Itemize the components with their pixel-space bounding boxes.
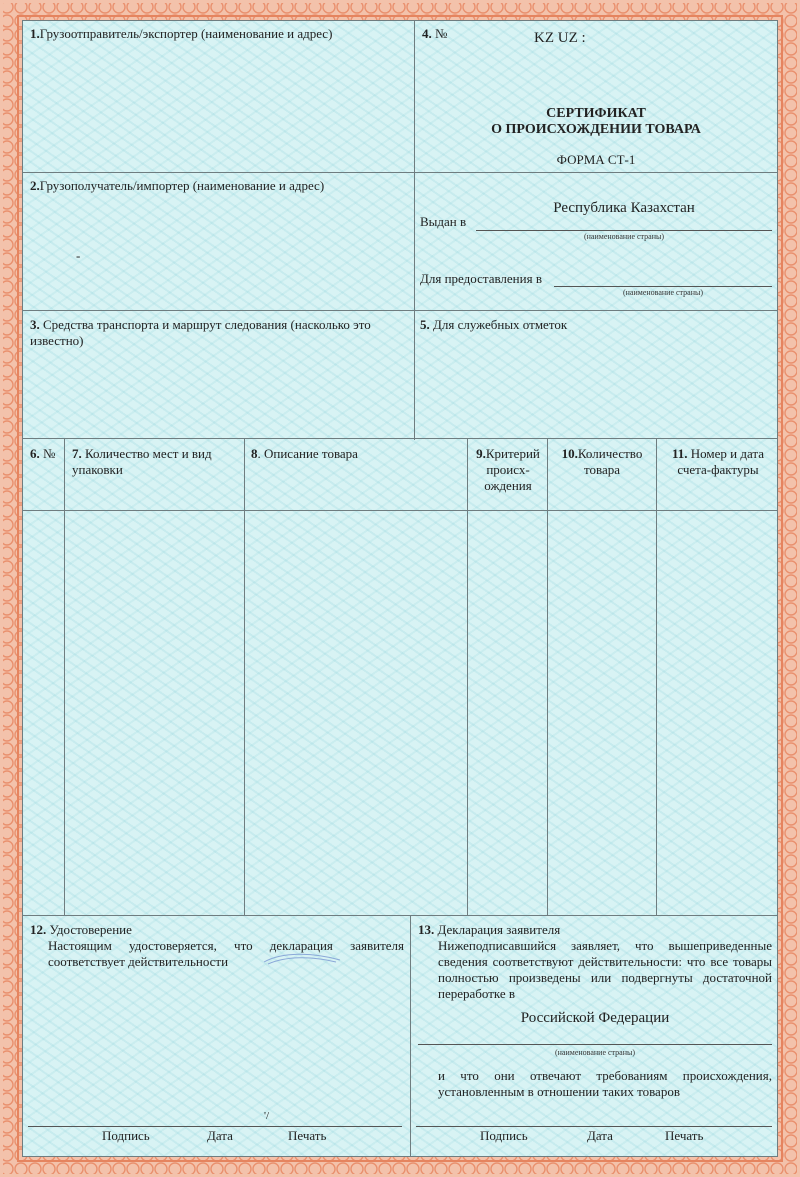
box1-number: 1. <box>30 26 40 41</box>
box2-label <box>30 178 324 194</box>
box3-number: 3. <box>30 317 40 332</box>
box12-text: Удостоверение <box>49 922 132 937</box>
col11-header <box>658 446 778 478</box>
col6-header <box>30 446 55 462</box>
col9-line2: происх- <box>486 462 530 477</box>
box1-text: Грузоотправитель/экспортер (наименование и адрес) <box>39 26 333 41</box>
col11-line1: Номер и дата <box>690 446 765 461</box>
box13-statement: Нижеподписавшийся заявляет, что вышеприведенные сведения соответствуют действительности: что все товары полностью произведены или подвергнуты достаточной переработке в <box>438 938 772 1001</box>
box13-text: Декларация заявителя <box>437 922 561 937</box>
for-submission-label: Для предоставления в <box>420 271 542 286</box>
box1-label <box>30 26 332 42</box>
col8-number: 8 <box>251 446 258 461</box>
form-name: ФОРМА СТ-1 <box>556 152 636 167</box>
col9-line3: ождения <box>484 478 532 493</box>
issued-in-label: Выдан в <box>420 214 467 229</box>
box4-label <box>422 26 447 42</box>
certificate-number: KZ UZ : <box>534 30 586 46</box>
col6-text: № <box>43 446 56 461</box>
col6-number: 6. <box>30 446 40 461</box>
box12-date: Дата <box>207 1128 233 1143</box>
box13-country-caption: (наименование страны) <box>554 1048 636 1057</box>
box13-seal: Печать <box>665 1128 704 1143</box>
box12-mark: '/ <box>264 1110 270 1122</box>
box12-seal: Печать <box>288 1128 327 1143</box>
box2-text: Грузополучатель/импортер (наименование и адрес) <box>39 178 325 193</box>
box5-number: 5. <box>420 317 430 332</box>
col9-header <box>468 446 548 494</box>
box12-number: 12. <box>30 922 47 937</box>
col7-header <box>72 446 242 478</box>
for-submission-caption: (наименование страны) <box>622 288 704 297</box>
box12-signature: Подпись <box>102 1128 150 1143</box>
box5-label <box>420 317 567 333</box>
col9-line1: Критерий <box>485 446 540 461</box>
col8-text: . Описание товара <box>257 446 358 461</box>
box13-signature: Подпись <box>480 1128 528 1143</box>
certificate-title-line2: О ПРОИСХОЖДЕНИИ ТОВАРА <box>491 122 701 137</box>
box4-text: № <box>435 26 448 41</box>
box3-text: Средства транспорта и маршрут следования (насколько это известно) <box>30 317 371 348</box>
certificate-form <box>22 20 778 1157</box>
issued-in-country: Республика Казахстан <box>553 200 695 216</box>
box12-label <box>30 922 132 938</box>
box13-number: 13. <box>418 922 435 937</box>
stamp-trace <box>262 948 342 968</box>
box12-statement: Настоящим удостоверяется, что декларация заявителя соответствует действительности <box>48 938 404 969</box>
box5-text: Для служебных отметок <box>433 317 568 332</box>
box13-country: Российской Федерации <box>520 1010 670 1026</box>
certificate-title-line1: СЕРТИФИКАТ <box>546 106 646 121</box>
col11-number: 11. <box>671 446 688 461</box>
box13-date: Дата <box>587 1128 613 1143</box>
box13-statement2: и что они отвечают требованиям происхождения, установленным в отношении таких товаров <box>438 1068 772 1099</box>
col7-text: Количество мест и вид упаковки <box>72 446 212 477</box>
col7-number: 7. <box>72 446 82 461</box>
issued-in-caption: (наименование страны) <box>583 232 665 241</box>
box4-number: 4. <box>422 26 432 41</box>
box2-number: 2. <box>30 178 40 193</box>
col10-line1: Количество <box>577 446 643 461</box>
col11-line2: счета-фактуры <box>677 462 759 477</box>
col10-header <box>548 446 656 478</box>
box13-label <box>418 922 560 938</box>
box2-mark: - <box>76 248 81 263</box>
box3-label <box>30 317 410 349</box>
col10-line2: товара <box>583 462 621 477</box>
col9-number: 9. <box>476 446 486 461</box>
col8-header <box>251 446 358 462</box>
col10-number: 10. <box>561 446 578 461</box>
